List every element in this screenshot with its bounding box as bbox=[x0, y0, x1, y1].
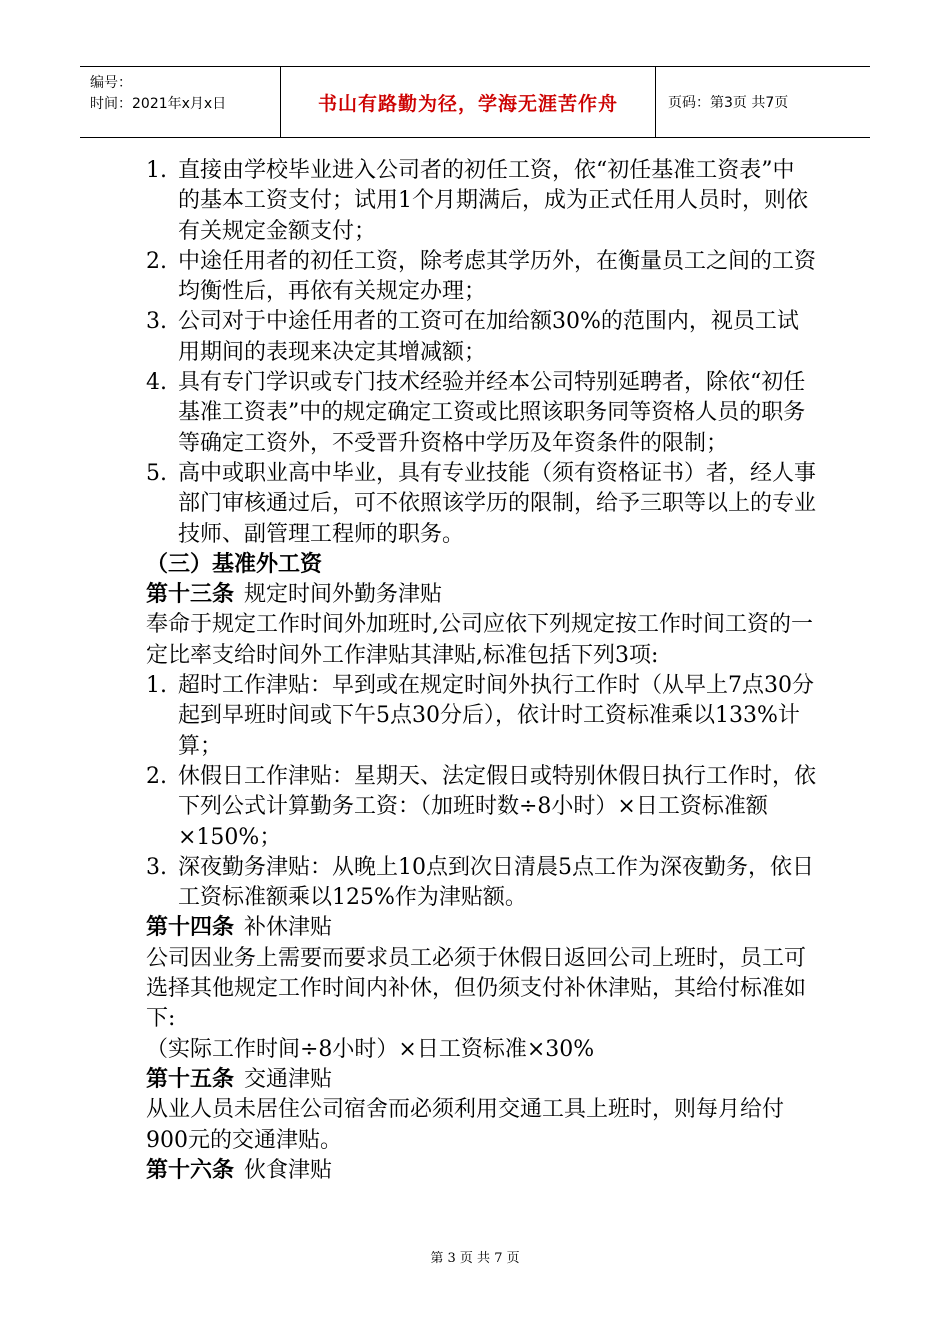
page-header bbox=[80, 66, 870, 138]
article-title: 补休津贴 bbox=[244, 915, 333, 941]
article-label: 第十三条 bbox=[146, 582, 235, 608]
salary-rules-list bbox=[146, 156, 816, 550]
list-item-text: 高中或职业高中毕业，具有专业技能（须有资格证书）者，经人事部门审核通过后，可不依照该学历的限制，给予三职等以上的专业技师、副管理工程师的职务。 bbox=[178, 460, 817, 547]
list-item bbox=[146, 156, 816, 247]
article-13-intro: 奉命于规定工作时间外加班时,公司应依下列规定按工作时间工资的一定比率支给时间外工作津贴其津贴,标准包括下列3项: bbox=[146, 612, 813, 668]
list-item-number: 4. bbox=[146, 370, 167, 396]
list-item-text: 具有专门学识或专门技术经验并经本公司特别延聘者，除依“初任基准工资表”中的规定确定工资或比照该职务同等资格人员的职务等确定工资外，不受晋升资格中学历及年资条件的限制； bbox=[178, 370, 806, 456]
list-item bbox=[146, 762, 816, 853]
list-item-number: 2. bbox=[146, 763, 167, 789]
list-item-number: 1. bbox=[146, 673, 167, 699]
list-item bbox=[146, 853, 816, 914]
article-16-heading bbox=[146, 1156, 816, 1186]
document-body bbox=[146, 156, 816, 1186]
list-item bbox=[146, 247, 816, 308]
list-item bbox=[146, 307, 816, 368]
list-item-number: 5. bbox=[146, 460, 167, 486]
page-footer: 第 3 页 共 7 页 bbox=[430, 1251, 520, 1266]
list-item bbox=[146, 459, 816, 550]
document-date: 时间：2021年x月x日 bbox=[90, 96, 227, 112]
list-item-number: 3. bbox=[146, 309, 167, 335]
article-label: 第十四条 bbox=[146, 915, 235, 941]
article-13-heading bbox=[146, 580, 816, 610]
list-item bbox=[146, 368, 816, 459]
article-15-heading bbox=[146, 1065, 816, 1095]
list-item-text: 公司对于中途任用者的工资可在加给额30%的范围内，视员工试用期间的表现来决定其增减额； bbox=[178, 309, 799, 365]
document-number-label: 编号： bbox=[90, 75, 132, 91]
list-item-text: 休假日工作津贴：星期天、法定假日或特别休假日执行工作时，依下列公式计算勤务工资：（加班时数÷8小时）×日工资标准额×150%； bbox=[178, 763, 817, 850]
article-title: 交通津贴 bbox=[244, 1066, 333, 1092]
article-14-text: 公司因业务上需要而要求员工必须于休假日返回公司上班时，员工可选择其他规定工作时间内补休，但仍须支付补休津贴，其给付标准如下: bbox=[146, 945, 807, 1032]
article-title: 规定时间外勤务津贴 bbox=[244, 582, 443, 608]
header-page-info: 页码：第3页 共7页 bbox=[668, 95, 789, 111]
header-meta bbox=[80, 67, 280, 137]
header-motto: 书山有路勤为径，学海无涯苦作舟 bbox=[280, 67, 656, 137]
article-label: 第十六条 bbox=[146, 1157, 235, 1183]
list-item bbox=[146, 671, 816, 762]
article-14-heading bbox=[146, 913, 816, 943]
list-item-text: 超时工作津贴：早到或在规定时间外执行工作时（从早上7点30分起到早班时间或下午5点30分后），依计时工资标准乘以133%计算； bbox=[178, 673, 814, 759]
article-15-text: 从业人员未居住公司宿舍而必须利用交通工具上班时，则每月给付900元的交通津贴。 bbox=[146, 1097, 785, 1153]
article-label: 第十五条 bbox=[146, 1066, 235, 1092]
list-item-number: 3. bbox=[146, 854, 167, 880]
list-item-number: 2. bbox=[146, 248, 167, 274]
overtime-allowance-list bbox=[146, 671, 816, 913]
list-item-number: 1. bbox=[146, 158, 167, 183]
article-14-formula: （实际工作时间÷8小时）×日工资标准×30% bbox=[146, 1036, 595, 1062]
section-heading: （三）基准外工资 bbox=[146, 551, 323, 577]
article-title: 伙食津贴 bbox=[244, 1157, 333, 1183]
list-item-text: 直接由学校毕业进入公司者的初任工资，依“初任基准工资表”中的基本工资支付；试用1个月期满后，成为正式任用人员时，则依有关规定金额支付； bbox=[178, 158, 808, 244]
list-item-text: 深夜勤务津贴：从晚上10点到次日清晨5点工作为深夜勤务，依日工资标准额乘以125%作为津贴额。 bbox=[178, 854, 814, 911]
list-item-text: 中途任用者的初任工资，除考虑其学历外，在衡量员工之间的工资均衡性后，再依有关规定办理； bbox=[178, 248, 817, 305]
